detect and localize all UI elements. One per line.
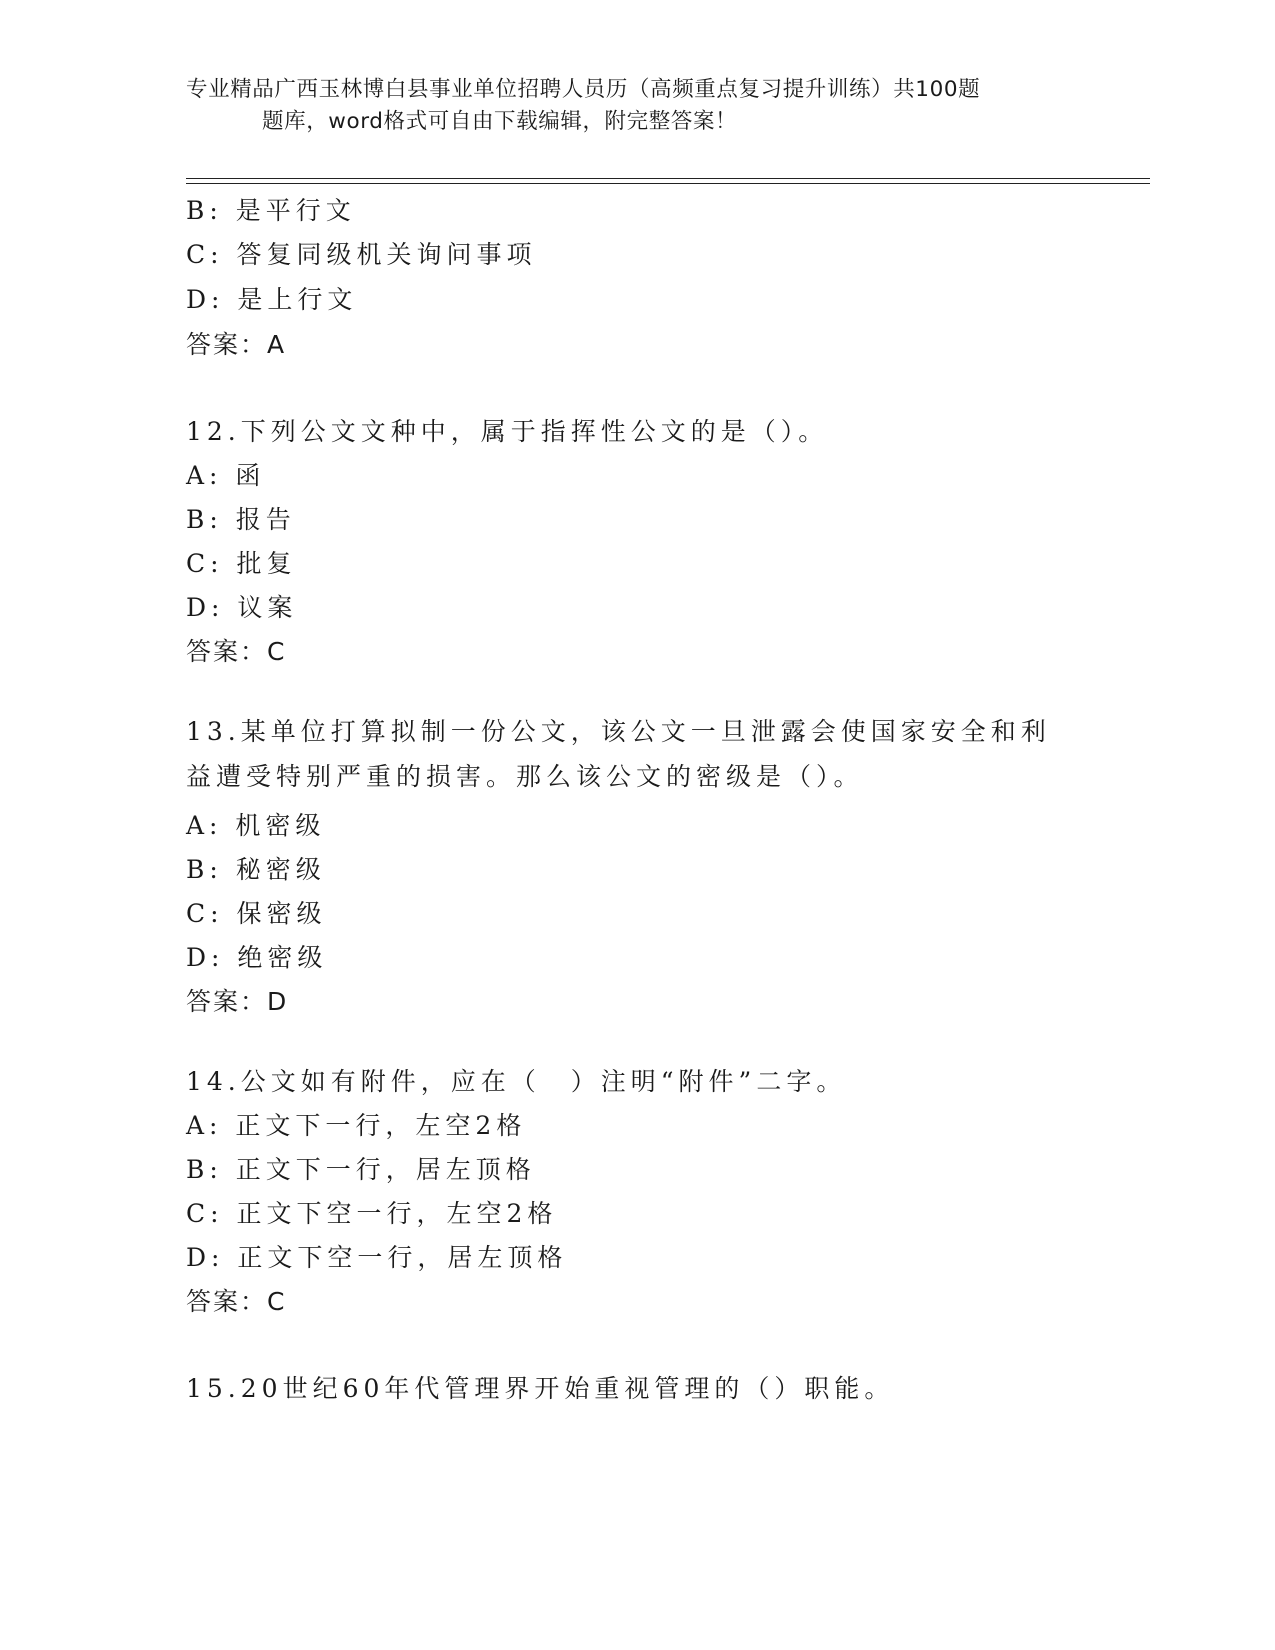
option-c: C: 保密级 [186,899,327,928]
page-title [186,74,1086,138]
question-text: 15.20世纪60年代管理界开始重视管理的（）职能。 [186,1374,895,1403]
answer: 答案：D [186,987,289,1016]
question-text: 14.公文如有附件，应在（ ）注明“附件”二字。 [186,1067,847,1096]
option-b: B: 正文下一行，居左顶格 [186,1155,536,1184]
answer: 答案：C [186,637,287,666]
option-c: C: 正文下空一行，左空2格 [186,1199,558,1228]
title-line-2: 题库，word格式可自由下载编辑，附完整答案！ [262,109,738,134]
option-b: B: 秘密级 [186,855,326,884]
question-text: 12.下列公文文种中，属于指挥性公文的是（）。 [186,417,829,446]
option-a: A: 机密级 [186,811,326,840]
option-d: D: 议案 [186,593,298,622]
option-b: B: 报告 [186,505,296,534]
option-d: D: 是上行文 [186,285,358,314]
title-line-1: 专业精品广西玉林博白县事业单位招聘人员历（高频重点复习提升训练）共100题 [186,77,981,102]
header-divider-top [186,178,1150,179]
answer: 答案：A [186,330,287,359]
question-text: 13.某单位打算拟制一份公文，该公文一旦泄露会使国家安全和利益遭受特别严重的损害。那么该公文的密级是（）。 [186,717,1051,791]
header-divider-bottom [186,183,1150,184]
option-d: D: 正文下空一行，居左顶格 [186,1243,568,1272]
option-d: D: 绝密级 [186,943,328,972]
option-b: B: 是平行文 [186,196,356,225]
option-a: A: 函 [186,461,266,490]
option-c: C: 批复 [186,549,297,578]
answer: 答案：C [186,1287,287,1316]
option-a: A: 正文下一行，左空2格 [186,1111,527,1140]
option-c: C: 答复同级机关询问事项 [186,240,537,269]
